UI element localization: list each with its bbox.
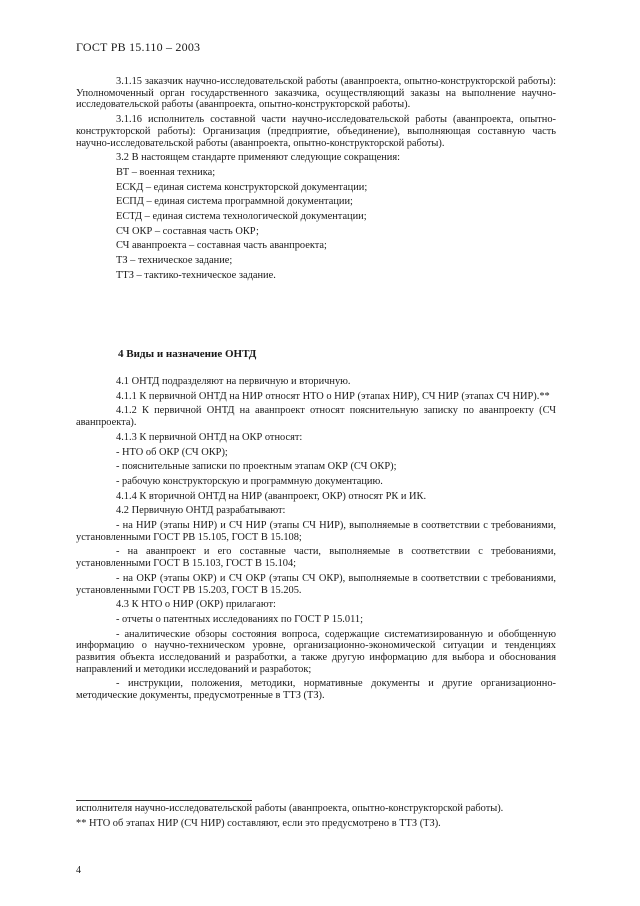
footnote: исполнителя научно-исследовательской работы (аванпроекта, опытно-конструкторской работы). bbox=[76, 803, 504, 814]
list-item: СЧ ОКР – составная часть ОКР; bbox=[116, 225, 259, 237]
paragraph: 3.1.16 исполнитель составной части научно-исследовательской работы (аванпроекта, опытно-конструкторской работы): Организация (предприятие, объединение), выполняющая составную часть научно-исследовательской работы (аванпроекта, опытно-конструкторской работы). bbox=[76, 114, 556, 149]
document-header: ГОСТ РВ 15.110 – 2003 bbox=[76, 40, 201, 54]
list-item: ЕСТД – единая система технологической документации; bbox=[116, 211, 367, 223]
definitions-block bbox=[76, 76, 556, 282]
paragraph: 4.1.2 К первичной ОНТД на аванпроект относят пояснительную записку по аванпроекту (СЧ аванпроекта). bbox=[76, 405, 556, 429]
development-list bbox=[76, 520, 556, 596]
list-item: - на ОКР (этапы ОКР) и СЧ ОКР (этапы СЧ ОКР), выполняемые в соответствии с требованиями, установленными ГОСТ РВ 15.203, ГОСТ В 15.205. bbox=[76, 572, 556, 596]
section-body bbox=[76, 376, 556, 702]
paragraph: 4.2 Первичную ОНТД разрабатывают: bbox=[116, 505, 286, 517]
footnotes bbox=[76, 803, 556, 830]
footnote: ** НТО об этапах НИР (СЧ НИР) составляют, если это предусмотрено в ТТЗ (ТЗ). bbox=[76, 818, 441, 829]
paragraph: 4.1.4 К вторичной ОНТД на НИР (аванпроект, ОКР) относят РК и ИК. bbox=[116, 490, 427, 502]
attachment-list bbox=[76, 614, 556, 702]
okr-document-list bbox=[76, 447, 556, 488]
abbreviation-list bbox=[76, 167, 556, 282]
list-item: ТЗ – техническое задание; bbox=[116, 255, 233, 267]
list-item: СЧ аванпроекта – составная часть аванпроекта; bbox=[116, 240, 327, 252]
list-item: ТТЗ – тактико-техническое задание. bbox=[116, 269, 276, 281]
list-item: - отчеты о патентных исследованиях по ГОСТ Р 15.011; bbox=[116, 613, 363, 625]
paragraph: 4.3 К НТО о НИР (ОКР) прилагают: bbox=[116, 599, 276, 611]
paragraph: 4.1.3 К первичной ОНТД на ОКР относят: bbox=[116, 431, 303, 443]
list-item: - НТО об ОКР (СЧ ОКР); bbox=[116, 446, 228, 458]
paragraph: 4.1.1 К первичной ОНТД на НИР относят НТО о НИР (этапах НИР), СЧ НИР (этапах СЧ НИР).** bbox=[116, 390, 550, 402]
paragraph: 3.1.15 заказчик научно-исследовательской работы (аванпроекта, опытно-конструкторской работы): Уполномоченный орган государственного заказчика, осуществляющий заказы на выполнение научно-исследовательской работы (аванпроекта, опытно-конструкторской работы). bbox=[76, 76, 556, 111]
list-item: - пояснительные записки по проектным этапам ОКР (СЧ ОКР); bbox=[116, 461, 397, 473]
list-item: - аналитические обзоры состояния вопроса, содержащие систематизированную и обобщенную информацию о научно-техническом уровне, организационно-экономической ситуации и тенденциях развития объекта исследований и разработки, а также другую информацию для выбора и обоснования направлений и методики исследований и разработок; bbox=[76, 628, 556, 675]
list-item: - на аванпроект и его составные части, выполняемые в соответствии с требованиями, установленными ГОСТ В 15.103, ГОСТ В 15.104; bbox=[76, 546, 556, 570]
footnote-divider bbox=[76, 800, 252, 801]
list-item: - на НИР (этапы НИР) и СЧ НИР (этапы СЧ НИР), выполняемые в соответствии с требованиями, установленными ГОСТ РВ 15.105, ГОСТ В 15.108; bbox=[76, 520, 556, 543]
section-title: 4 Виды и назначение ОНТД bbox=[118, 348, 257, 360]
page-number: 4 bbox=[76, 865, 81, 876]
list-item: ЕСПД – единая система программной документации; bbox=[116, 196, 353, 208]
paragraph: 4.1 ОНТД подразделяют на первичную и вторичную. bbox=[116, 376, 351, 387]
list-item: - инструкции, положения, методики, нормативные документы и другие организационно-методические документы, предусмотренные в ТТЗ (ТЗ). bbox=[76, 678, 556, 702]
paragraph: 3.2 В настоящем стандарте применяют следующие сокращения: bbox=[116, 152, 400, 164]
list-item: - рабочую конструкторскую и программную документацию. bbox=[116, 475, 383, 487]
list-item: ЕСКД – единая система конструкторской документации; bbox=[116, 181, 368, 193]
list-item: ВТ – военная техника; bbox=[116, 166, 216, 178]
